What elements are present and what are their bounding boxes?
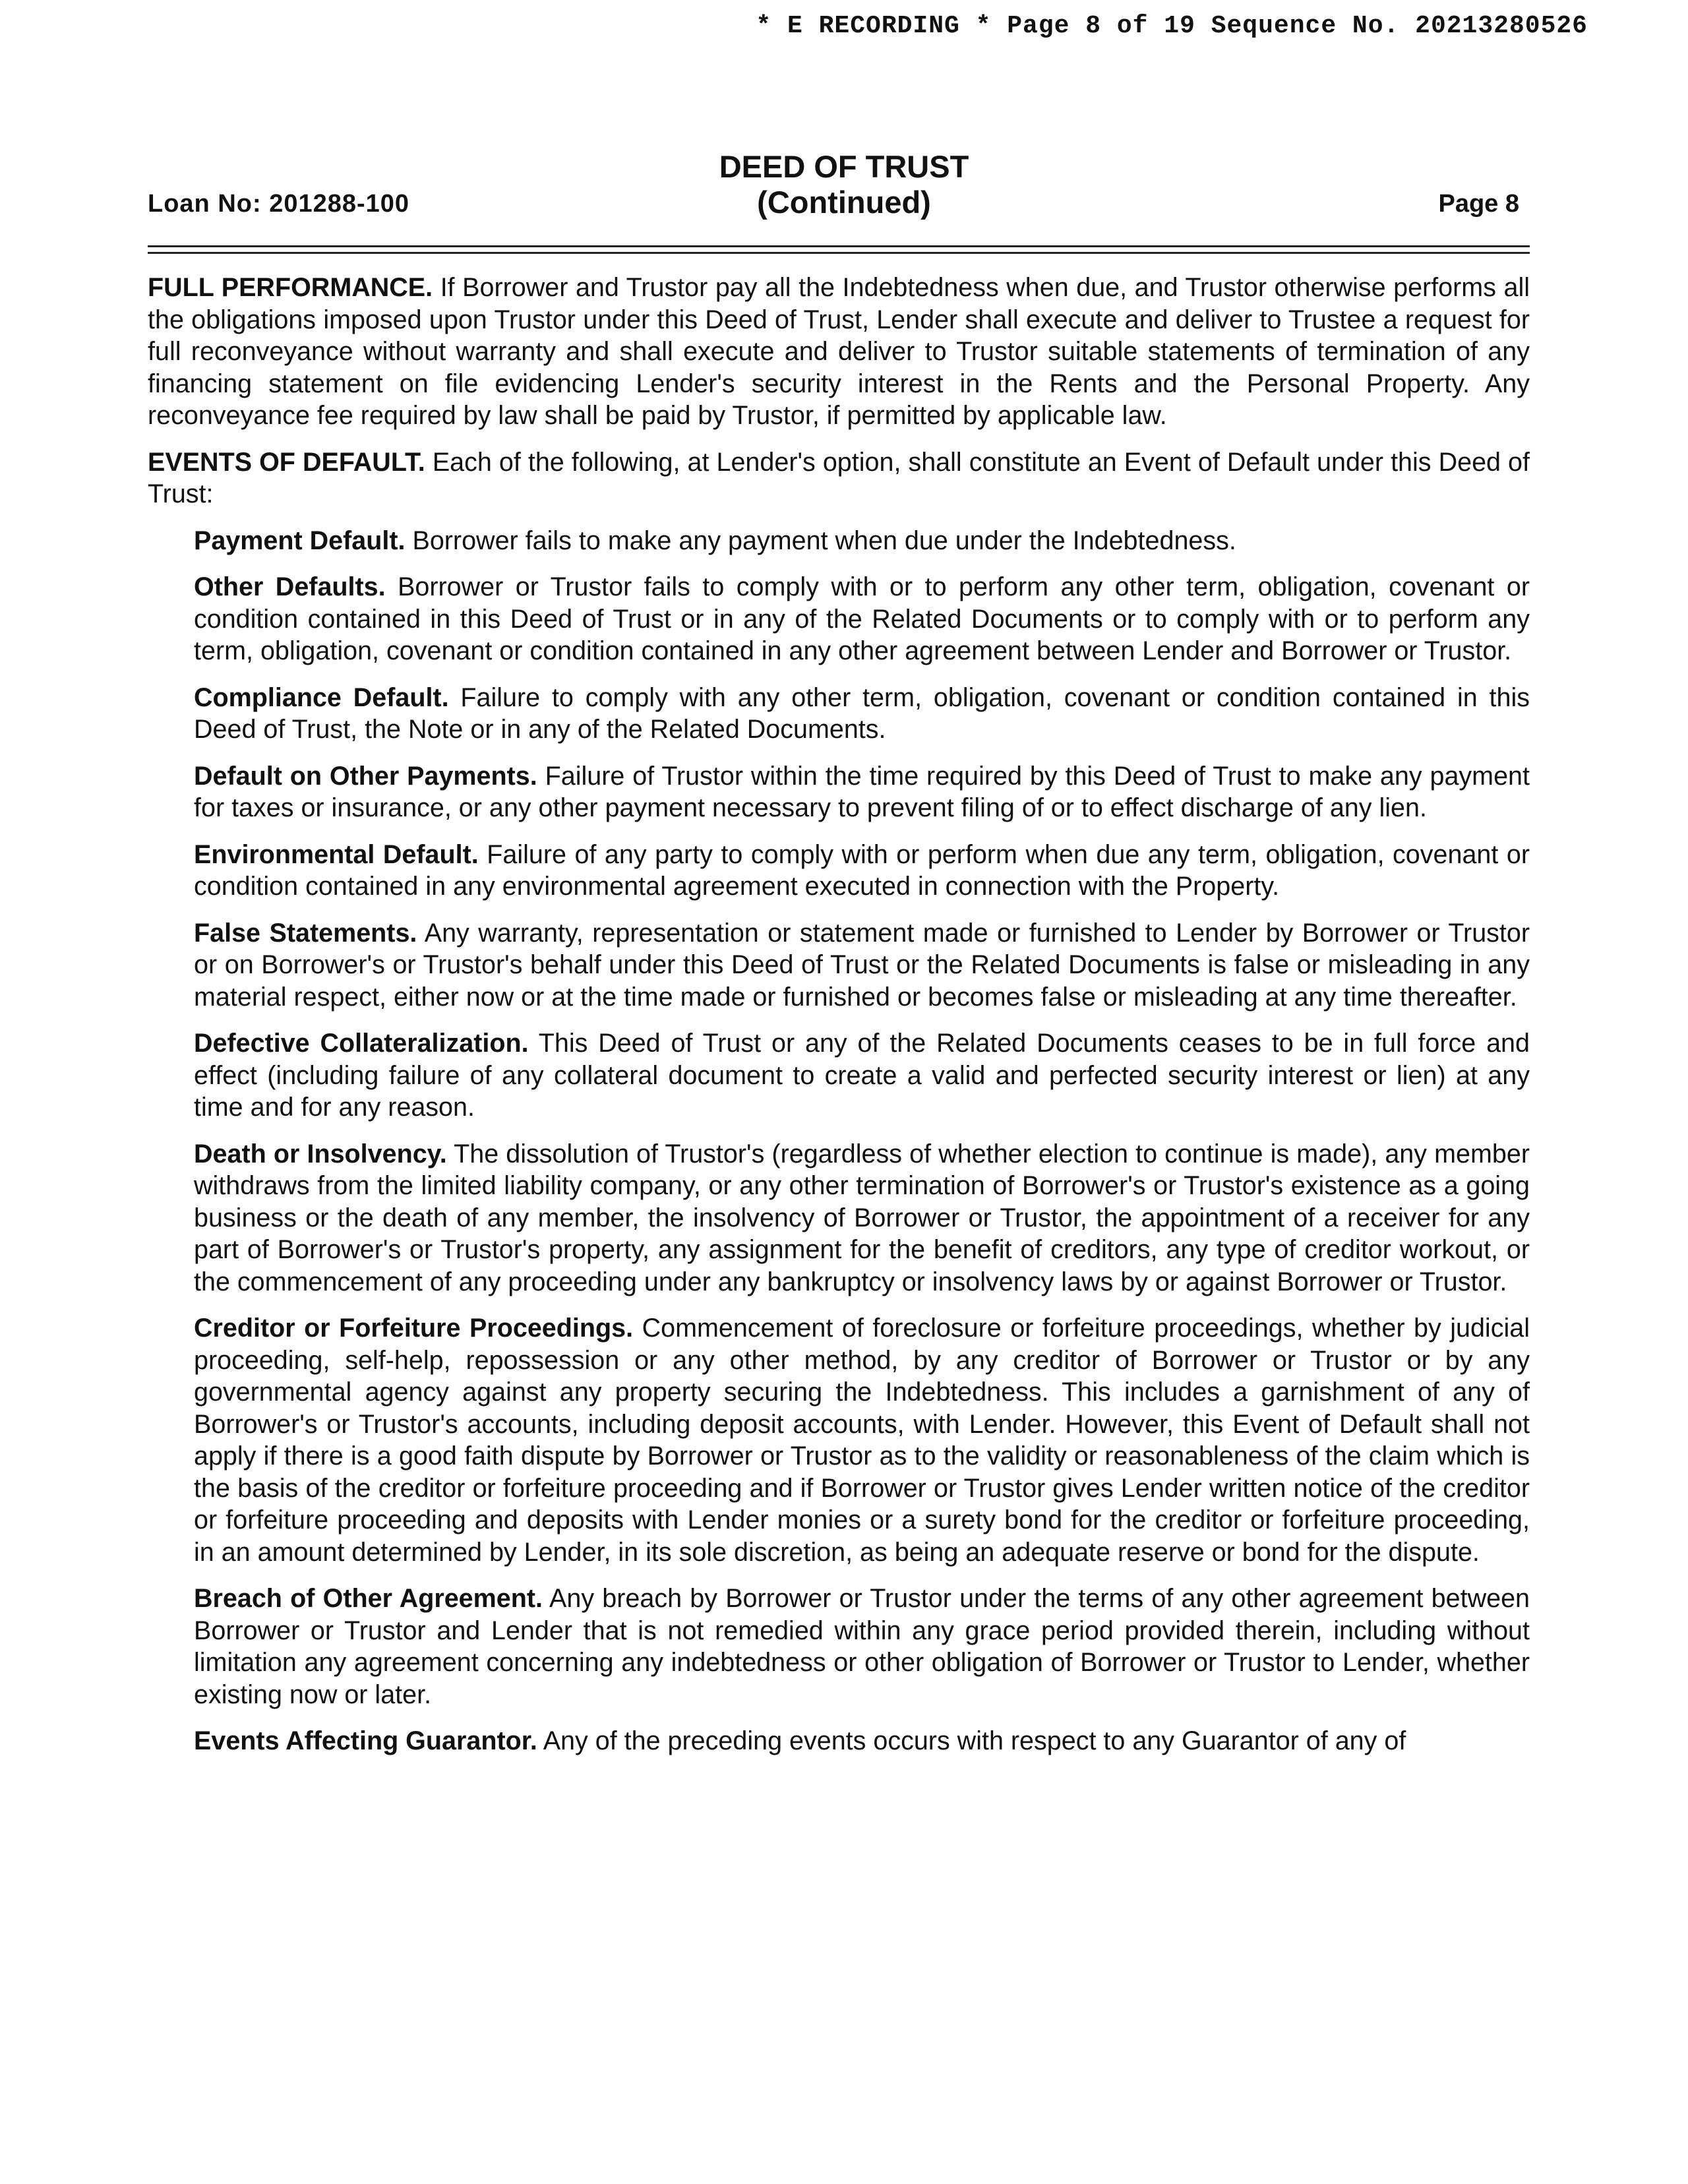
section-events-of-default xyxy=(148,446,1530,510)
default-item-text: This Deed of Trust or any of the Related Documents ceases to be in full force and effect (including failure of any collateral document to create a valid and perfected security interest or lien) at any time and for any reason. xyxy=(194,1029,1530,1122)
page-number: Page 8 xyxy=(1438,190,1519,218)
default-item-text: Any warranty, representation or statement made or furnished to Lender by Borrower or Trustor or on Borrower's or Trustor's behalf under this Deed of Trust or the Related Documents is false or misleading in any material respect, either now or at the time made or furnished or becomes false or misleading at any time thereafter. xyxy=(194,918,1530,1012)
default-item-text: Failure of Trustor within the time required by this Deed of Trust to make any payment for taxes or insurance, or any other payment necessary to prevent filing of or to effect discharge of any lien. xyxy=(194,761,1530,822)
section-heading: FULL PERFORMANCE. xyxy=(148,273,433,302)
section-heading: EVENTS OF DEFAULT. xyxy=(148,447,425,477)
header-rule-bottom xyxy=(148,252,1530,254)
default-item xyxy=(194,571,1530,667)
default-item xyxy=(194,1312,1530,1568)
section-text: Each of the following, at Lender's option, shall constitute an Event of Default under this Deed of Trust: xyxy=(148,447,1530,508)
default-item-text: Borrower or Trustor fails to comply with or to perform any other term, obligation, covenant or condition contained in this Deed of Trust or in any of the Related Documents or to comply with or to perform any term, obligation, covenant or condition contained in any other agreement between Lender and Borrower or Trustor. xyxy=(194,572,1530,665)
default-item-heading: Creditor or Forfeiture Proceedings. xyxy=(194,1314,634,1343)
default-item xyxy=(194,839,1530,903)
document-body xyxy=(148,272,1530,1772)
default-item xyxy=(194,1725,1530,1757)
default-item-text: The dissolution of Trustor's (regardless of whether election to continue is made), any member withdraws from the limited liability company, or any other termination of Borrower's or Trustor's existence as a going business or the death of any member, the insolvency of Borrower or Trustor, the appointment of a receiver for any part of Borrower's or Trustor's property, any assignment for the benefit of creditors, any type of creditor workout, or the commencement of any proceeding under any bankruptcy or insolvency laws by or against Borrower or Trustor. xyxy=(194,1139,1530,1296)
default-item-heading: Environmental Default. xyxy=(194,839,479,869)
default-item-text: Commencement of foreclosure or forfeiture proceedings, whether by judicial proceeding, self-help, repossession or any other method, by any creditor of Borrower or Trustor or by any governmental agency against any property securing the Indebtedness. This includes a garnishment of any of Borrower's or Trustor's accounts, including deposit accounts, with Lender. However, this Event of Default shall not apply if there is a good faith dispute by Borrower or Trustor as to the validity or reasonableness of the claim which is the basis of the creditor or forfeiture proceeding and if Borrower or Trustor gives Lender written notice of the creditor or forfeiture proceeding and deposits with Lender monies or a surety bond for the creditor or forfeiture proceeding, in an amount determined by Lender, in its sole discretion, as being an adequate reserve or bond for the dispute. xyxy=(194,1314,1530,1567)
default-item-heading: Death or Insolvency. xyxy=(194,1139,447,1168)
default-item-heading: Payment Default. xyxy=(194,526,406,555)
default-item xyxy=(194,1027,1530,1124)
default-item-heading: Breach of Other Agreement. xyxy=(194,1584,543,1613)
default-item-text: Failure of any party to comply with or perform when due any term, obligation, covenant or condition contained in any environmental agreement executed in connection with the Property. xyxy=(194,839,1530,901)
document-subtitle: (Continued) xyxy=(757,185,931,220)
default-item xyxy=(194,917,1530,1014)
default-item xyxy=(194,525,1530,557)
section-text: If Borrower and Trustor pay all the Indebtedness when due, and Trustor otherwise performs all the obligations imposed upon Trustor under this Deed of Trust, Lender shall execute and deliver to Trustee a request for full reconveyance without warranty and shall execute and deliver to Trustor suitable statements of termination of any financing statement on file evidencing Lender's security interest in the Rents and the Personal Property. Any reconveyance fee required by law shall be paid by Trustor, if permitted by applicable law. xyxy=(148,273,1530,430)
document-title: DEED OF TRUST xyxy=(719,149,969,184)
recording-stamp: * E RECORDING * Page 8 of 19 Sequence No. 20213280526 xyxy=(756,12,1588,40)
default-item-heading: False Statements. xyxy=(194,918,417,948)
section-full-performance xyxy=(148,272,1530,432)
default-item-heading: Compliance Default. xyxy=(194,682,449,712)
default-item xyxy=(194,1138,1530,1298)
default-item-heading: Defective Collateralization. xyxy=(194,1029,529,1058)
loan-number: Loan No: 201288-100 xyxy=(148,190,410,218)
default-item-text: Failure to comply with any other term, obligation, covenant or condition contained in this Deed of Trust, the Note or in any of the Related Documents. xyxy=(194,682,1530,744)
default-item-text: Borrower fails to make any payment when due under the Indebtedness. xyxy=(412,526,1236,555)
default-item xyxy=(194,1583,1530,1711)
default-item-heading: Events Affecting Guarantor. xyxy=(194,1726,537,1755)
header-rule-top xyxy=(148,245,1530,247)
default-item xyxy=(194,760,1530,824)
default-item-heading: Other Defaults. xyxy=(194,572,386,601)
default-item xyxy=(194,682,1530,746)
default-item-heading: Default on Other Payments. xyxy=(194,761,537,791)
default-item-text: Any breach by Borrower or Trustor under the terms of any other agreement between Borrower or Trustor and Lender that is not remedied within any grace period provided therein, including without limitation any agreement concerning any indebtedness or other obligation of Borrower or Trustor to Lender, whether existing now or later. xyxy=(194,1584,1530,1709)
default-item-text: Any of the preceding events occurs with respect to any Guarantor of any of xyxy=(543,1726,1406,1755)
